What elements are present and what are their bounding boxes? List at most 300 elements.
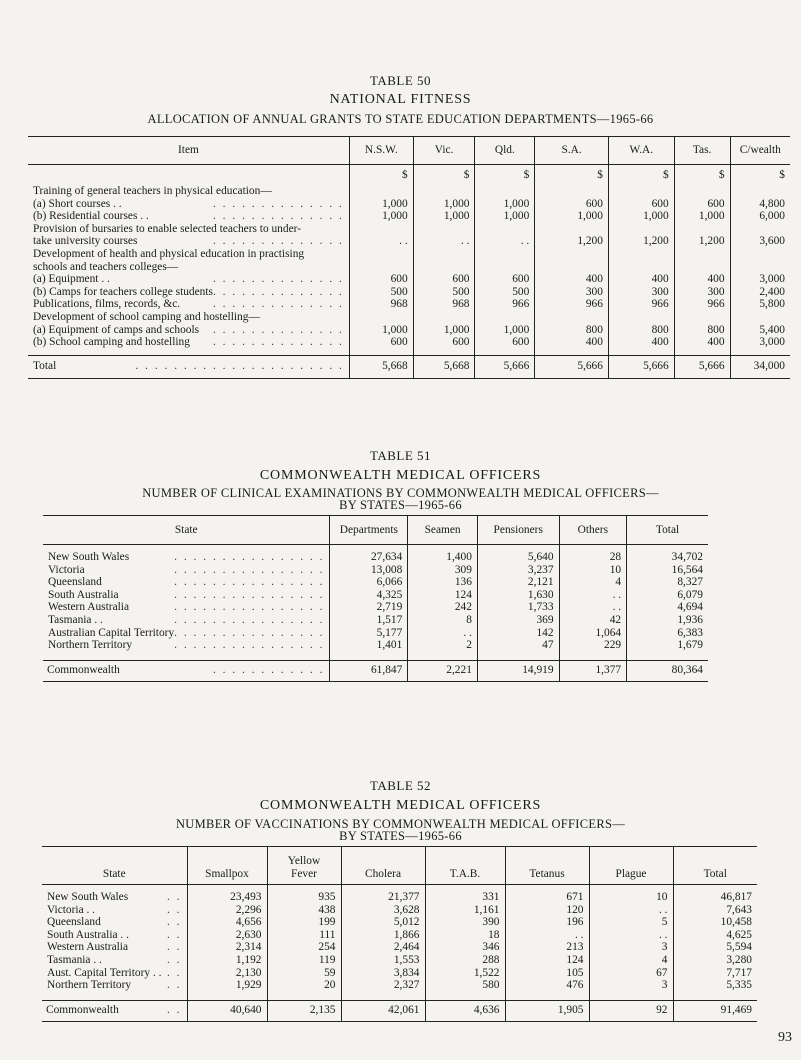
value-cell: 21,377 [341,891,425,904]
value-cell: 966 [674,298,730,311]
value-cell: 4,625 [673,929,757,942]
value-cell: 3 [589,979,673,992]
table50 [28,136,790,379]
value-cell: 23,493 [187,891,267,904]
value-cell: 500 [475,286,535,299]
total-cell: 40,640 [187,1000,267,1021]
value-cell [475,261,535,274]
value-cell: 5,335 [673,979,757,992]
row-label: Publications, films, records, &c. . . . . . . . . . . . . . . [33,298,344,311]
value-cell: . . [589,904,673,917]
value-cell: 1,000 [608,210,674,223]
value-cell: 7,643 [673,904,757,917]
value-cell: 3,000 [730,273,790,286]
value-cell: 120 [505,904,589,917]
value-cell: 59 [267,967,341,980]
value-cell: 5,400 [730,324,790,337]
table-row [42,967,757,980]
value-cell [349,223,413,236]
table51 [43,515,708,682]
value-cell: 390 [425,916,505,929]
table52-col-cholera: Cholera [341,847,425,885]
value-cell: 476 [505,979,589,992]
table52-col-yellow-fever: Yellow Fever [267,847,341,885]
table51-header-row [43,516,708,545]
value-cell: 2 [408,639,478,652]
row-label: Northern Territory . . . . . . . . . . . . . . . . [48,639,325,652]
value-cell: 6,079 [627,589,708,602]
row-label: schools and teachers colleges— [33,260,179,273]
value-cell: 4,325 [330,589,408,602]
row-label: Northern Territory . . [47,979,182,992]
value-cell: 500 [349,286,413,299]
value-cell: 1,000 [674,210,730,223]
value-cell [349,248,413,261]
value-cell: . . [475,235,535,248]
total-cell: 42,061 [341,1000,425,1021]
unit-cell: $ [730,165,790,186]
value-cell: 16,564 [627,564,708,577]
table52-subheading-2: BY STATES—1965-66 [339,829,462,843]
table52-header-row [42,847,757,885]
value-cell: . . [408,627,478,640]
table-row [42,979,757,992]
value-cell: 580 [425,979,505,992]
value-cell: 1,161 [425,904,505,917]
value-cell: 1,000 [413,324,475,337]
value-cell: 1,522 [425,967,505,980]
total-cell: 92 [589,1000,673,1021]
value-cell: 27,634 [330,551,408,564]
value-cell [608,261,674,274]
value-cell [608,185,674,198]
row-label: take university courses . . . . . . . . . . . . . . [33,235,344,248]
value-cell: 1,192 [187,954,267,967]
value-cell: 1,000 [475,324,535,337]
table-row [28,286,790,299]
value-cell [730,248,790,261]
row-label: Victoria . . . . [47,903,182,916]
value-cell: 7,717 [673,967,757,980]
value-cell [535,248,609,261]
value-cell: 6,066 [330,576,408,589]
value-cell: 1,200 [535,235,609,248]
table50-col-nsw: N.S.W. [349,137,413,165]
row-label: Training of general teachers in physical education— [33,185,272,197]
value-cell: 1,553 [341,954,425,967]
value-cell [730,223,790,236]
value-cell: 8 [408,614,478,627]
row-label: New South Wales . . [47,891,182,903]
value-cell: 1,000 [475,198,535,211]
value-cell: 124 [505,954,589,967]
value-cell: 1,936 [627,614,708,627]
table-row [42,954,757,967]
value-cell [608,248,674,261]
table-row [43,589,708,602]
table-row [42,916,757,929]
value-cell: 300 [674,286,730,299]
row-label: (b) School camping and hostelling . . . . . . . . . . . . . . [33,336,344,349]
value-cell: 4,656 [187,916,267,929]
total-label: Commonwealth . . [42,1000,187,1021]
table52-col-total: Total [673,847,757,885]
value-cell: 1,733 [477,601,559,614]
value-cell [674,185,730,198]
total-cell: 4,636 [425,1000,505,1021]
value-cell: 438 [267,904,341,917]
value-cell: 1,000 [535,210,609,223]
unit-cell: $ [349,165,413,186]
value-cell: 346 [425,941,505,954]
value-cell: 42 [559,614,627,627]
value-cell [475,223,535,236]
unit-cell: $ [413,165,475,186]
value-cell: 5,177 [330,627,408,640]
table-row [42,891,757,904]
value-cell: 34,702 [627,551,708,564]
total-cell: 80,364 [627,660,708,681]
total-cell: 1,905 [505,1000,589,1021]
value-cell: 1,000 [413,210,475,223]
value-cell: . . [349,235,413,248]
value-cell: 1,000 [349,198,413,211]
unit-cell: $ [535,165,609,186]
value-cell [535,223,609,236]
value-cell [475,311,535,324]
value-cell: 309 [408,564,478,577]
value-cell: 2,121 [477,576,559,589]
value-cell: 300 [535,286,609,299]
value-cell: 600 [413,273,475,286]
table50-heading: NATIONAL FITNESS [329,92,472,107]
table50-col-sa: S.A. [535,137,609,165]
value-cell [475,248,535,261]
value-cell [730,311,790,324]
table50-subheading: ALLOCATION OF ANNUAL GRANTS TO STATE EDUCATION DEPARTMENTS—1965-66 [147,112,654,126]
table51-subheading-1: NUMBER OF CLINICAL EXAMINATIONS BY COMMONWEALTH MEDICAL OFFICERS— [142,486,659,500]
table50-col-qld: Qld. [475,137,535,165]
row-label: (b) Camps for teachers college students . . . . . . . . . . . . . . [33,285,344,298]
value-cell: 800 [608,324,674,337]
value-cell: 3,600 [730,235,790,248]
value-cell: 105 [505,967,589,980]
value-cell: 2,719 [330,601,408,614]
value-cell: 1,200 [608,235,674,248]
value-cell [674,311,730,324]
row-label: Queensland . . . . . . . . . . . . . . . . [48,576,325,589]
value-cell: 142 [477,627,559,640]
value-cell: 254 [267,941,341,954]
value-cell: 400 [608,336,674,349]
table50-units-row [28,165,790,186]
value-cell: 3,000 [730,336,790,349]
value-cell: 1,679 [627,639,708,652]
table-row [28,185,790,198]
table-row [42,904,757,917]
value-cell: 3,628 [341,904,425,917]
value-cell: 5,640 [477,551,559,564]
value-cell [535,185,609,198]
value-cell: 2,464 [341,941,425,954]
value-cell: 119 [267,954,341,967]
table50-col-cwealth: C/wealth [730,137,790,165]
value-cell: 4,694 [627,601,708,614]
row-label: (a) Short courses . . . . . . . . . . . . . . . . [33,197,344,210]
table52-col-smallpox: Smallpox [187,847,267,885]
table52-total-row [42,1000,757,1021]
value-cell [608,311,674,324]
total-cell: 5,666 [475,355,535,378]
row-label: Tasmania . . . . . . . . . . . . . . . . . . [48,613,325,626]
value-cell: 400 [535,273,609,286]
value-cell: 400 [674,336,730,349]
value-cell: 2,327 [341,979,425,992]
value-cell: 1,517 [330,614,408,627]
value-cell: 47 [477,639,559,652]
table52-subheading-1: NUMBER OF VACCINATIONS BY COMMONWEALTH MEDICAL OFFICERS— [175,817,626,831]
total-cell: 5,666 [535,355,609,378]
table51-col-others: Others [559,516,627,545]
table-row [43,639,708,652]
value-cell [413,261,475,274]
table51-col-total: Total [627,516,708,545]
value-cell: 966 [535,298,609,311]
value-cell: 1,866 [341,929,425,942]
total-cell: 2,221 [408,660,478,681]
table50-number: TABLE 50 [369,73,432,88]
row-label: South Australia . . . . [47,928,182,941]
row-label: (a) Equipment . . . . . . . . . . . . . . . . [33,273,344,286]
value-cell [674,223,730,236]
total-label: Total . . . . . . . . . . . . . . . . . . . . . . [28,355,349,378]
value-cell: 2,296 [187,904,267,917]
value-cell: 13,008 [330,564,408,577]
table-row [42,941,757,954]
row-label: Western Australia . . . . . . . . . . . . . . . . [48,601,325,614]
row-label: Western Australia . . [47,941,182,954]
table-row [28,324,790,337]
table50-col-tas: Tas. [674,137,730,165]
page-number: 93 [778,1030,792,1045]
value-cell: 3,237 [477,564,559,577]
row-label: (b) Residential courses . . . . . . . . . . . . . . . . [33,210,344,223]
value-cell: 111 [267,929,341,942]
value-cell: 6,000 [730,210,790,223]
value-cell: 600 [608,198,674,211]
total-cell: 34,000 [730,355,790,378]
value-cell: 3,834 [341,967,425,980]
table51-body [43,551,708,652]
value-cell: 199 [267,916,341,929]
table-row [28,311,790,324]
table-row [43,627,708,640]
value-cell: 4 [559,576,627,589]
value-cell: 124 [408,589,478,602]
value-cell [608,223,674,236]
value-cell [535,261,609,274]
value-cell: 10 [589,891,673,904]
value-cell: 2,314 [187,941,267,954]
value-cell: 4,800 [730,198,790,211]
value-cell: 935 [267,891,341,904]
table51-col-pensioners: Pensioners [477,516,559,545]
value-cell: 2,630 [187,929,267,942]
value-cell: 400 [674,273,730,286]
value-cell: 28 [559,551,627,564]
table51-col-state: State [43,516,330,545]
value-cell: 800 [674,324,730,337]
table52-body [42,891,757,992]
total-cell: 2,135 [267,1000,341,1021]
row-label: Queensland . . [47,916,182,929]
value-cell: 1,000 [349,324,413,337]
value-cell [730,261,790,274]
value-cell [413,185,475,198]
value-cell: 400 [535,336,609,349]
unit-cell: $ [475,165,535,186]
table-row [28,261,790,274]
table-row [28,336,790,349]
total-cell: 5,666 [674,355,730,378]
value-cell: 5,594 [673,941,757,954]
value-cell: 300 [608,286,674,299]
value-cell: 10 [559,564,627,577]
table-row [28,298,790,311]
value-cell: 67 [589,967,673,980]
value-cell: 800 [535,324,609,337]
value-cell: 46,817 [673,891,757,904]
table50-col-wa: W.A. [608,137,674,165]
value-cell: 18 [425,929,505,942]
value-cell: 1,000 [475,210,535,223]
value-cell [349,261,413,274]
value-cell [475,185,535,198]
value-cell: . . [589,929,673,942]
value-cell: 600 [413,336,475,349]
value-cell: 4 [589,954,673,967]
value-cell: 229 [559,639,627,652]
value-cell: . . [413,235,475,248]
value-cell: 1,929 [187,979,267,992]
total-cell: 1,377 [559,660,627,681]
value-cell: 5,800 [730,298,790,311]
value-cell: 968 [413,298,475,311]
table52-number: TABLE 52 [369,778,432,793]
value-cell: 500 [413,286,475,299]
table51-number: TABLE 51 [369,448,432,463]
value-cell: 600 [674,198,730,211]
value-cell: 671 [505,891,589,904]
value-cell: . . [559,589,627,602]
value-cell [413,248,475,261]
value-cell: 1,000 [413,198,475,211]
row-label: Australian Capital Territory . . . . . . . . . . . . . . . . [48,626,325,639]
table-row [28,235,790,248]
table50-header-row [28,137,790,165]
value-cell: 242 [408,601,478,614]
total-cell: 5,668 [413,355,475,378]
unit-cell: $ [674,165,730,186]
value-cell [349,185,413,198]
table52-col-state: State [42,847,187,885]
value-cell: 1,630 [477,589,559,602]
value-cell: 600 [349,336,413,349]
row-label: South Australia . . . . . . . . . . . . . . . . [48,588,325,601]
table-row [28,223,790,236]
table51-col-seamen: Seamen [408,516,478,545]
total-cell: 91,469 [673,1000,757,1021]
total-label: Commonwealth . . . . . . . . . . . . [43,660,330,681]
value-cell: 369 [477,614,559,627]
value-cell: 8,327 [627,576,708,589]
row-label: Aust. Capital Territory . . . . [47,966,182,979]
value-cell: 3,280 [673,954,757,967]
table50-body [28,185,790,349]
value-cell: 331 [425,891,505,904]
total-cell: 5,666 [608,355,674,378]
value-cell: . . [505,929,589,942]
table-row [28,273,790,286]
row-label: Provision of bursaries to enable selected teachers to under- [33,222,301,235]
table-row [42,929,757,942]
value-cell [535,311,609,324]
value-cell: 600 [475,273,535,286]
table50-col-item: Item [28,137,349,165]
row-label: Development of school camping and hostelling— [33,310,260,323]
value-cell: 5,012 [341,916,425,929]
value-cell: 6,383 [627,627,708,640]
value-cell: 600 [349,273,413,286]
value-cell: 2,130 [187,967,267,980]
value-cell [674,248,730,261]
value-cell: 196 [505,916,589,929]
table50-total-row [28,355,790,378]
total-cell: 14,919 [477,660,559,681]
table-row [28,248,790,261]
row-label: Tasmania . . . . [47,953,182,966]
table52-col-tetanus: Tetanus [505,847,589,885]
value-cell: 1,200 [674,235,730,248]
value-cell [413,223,475,236]
table52 [42,846,757,1022]
value-cell [730,185,790,198]
value-cell: 2,400 [730,286,790,299]
value-cell: 1,401 [330,639,408,652]
value-cell [674,261,730,274]
row-label: New South Wales . . . . . . . . . . . . . . . . [48,551,325,563]
value-cell: . . [559,601,627,614]
table-row [43,564,708,577]
unit-cell: $ [608,165,674,186]
value-cell: 1,064 [559,627,627,640]
value-cell: 600 [535,198,609,211]
value-cell: 288 [425,954,505,967]
table51-heading: COMMONWEALTH MEDICAL OFFICERS [259,468,542,483]
value-cell: 10,458 [673,916,757,929]
table51-subheading-2: BY STATES—1965-66 [339,498,462,512]
value-cell: 600 [475,336,535,349]
table-row [28,210,790,223]
value-cell: 968 [349,298,413,311]
table-row [43,601,708,614]
value-cell [413,311,475,324]
value-cell: 136 [408,576,478,589]
row-label: (a) Equipment of camps and schools . . . . . . . . . . . . . . [33,323,344,336]
table52-col-plague: Plague [589,847,673,885]
value-cell: 213 [505,941,589,954]
table-row [43,576,708,589]
